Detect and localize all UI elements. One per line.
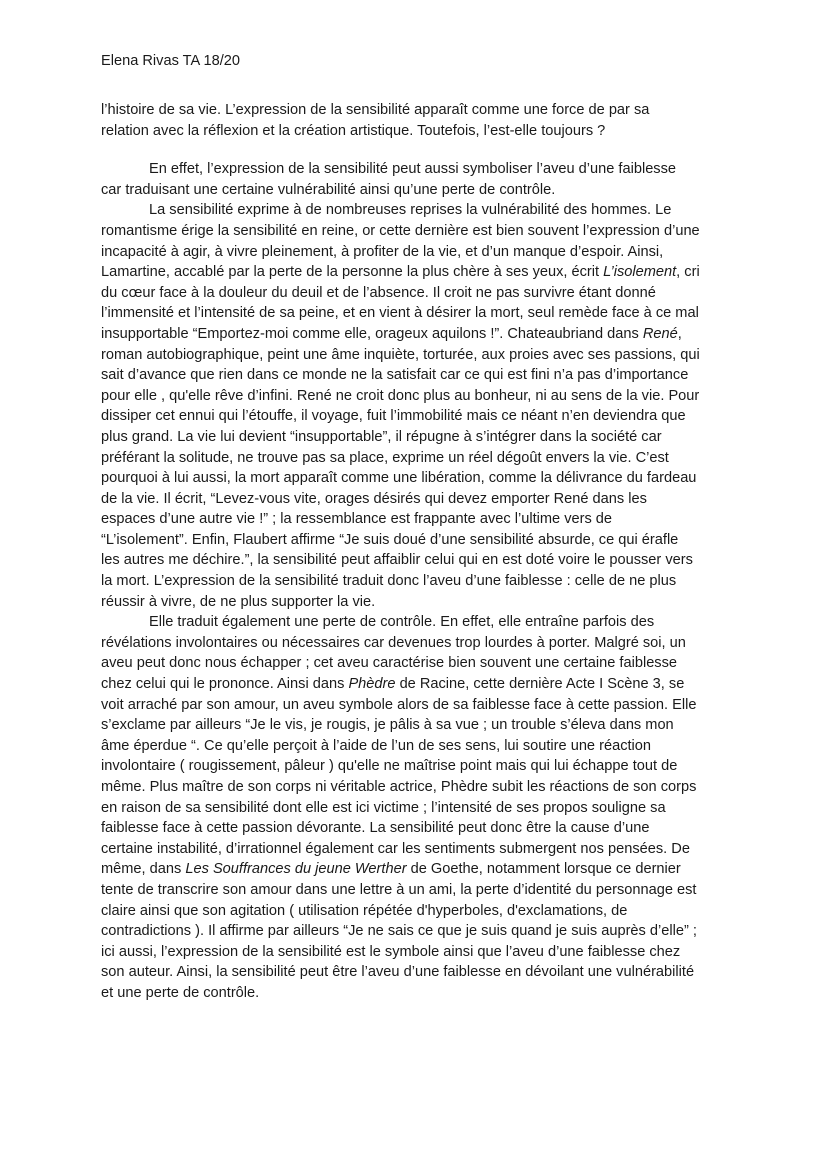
paragraph-2-line: contradictions ). Il affirme par ailleurs “Je ne sais ce que je suis quand je suis auprès d’elle” ; — [101, 923, 697, 940]
intro-line: l’histoire de sa vie. L’expression de la sensibilité apparaît comme une force de par sa — [101, 102, 650, 118]
paragraph-1-line: romantisme érige la sensibilité en reine, or cette dernière est bien souvent l’expression d’une — [101, 222, 700, 239]
line-text: , — [677, 325, 682, 342]
paragraph-2-line: même. Plus maître de son corps ni véritable actrice, Phèdre subit les réactions de son corps — [101, 779, 697, 795]
line-text: , cri — [676, 264, 700, 281]
paragraph-2-line: voit arraché par son amour, un aveu symbole alors de sa faiblesse face à cette passion. Elle — [101, 696, 697, 713]
paragraph-2-line: et une perte de contrôle. — [101, 984, 260, 1001]
paragraph-1-line: pour elle , qu'elle rêve d’infini. René ne croit donc plus au bonheur, ni au sens de la vie. Pour — [101, 387, 700, 404]
paragraph-2-line: aveu peut donc nous échapper ; cet aveu caractérise bien souvent une certaine faiblesse — [101, 655, 678, 672]
paragraph-1-line: “L’isolement”. Enfin, Flaubert affirme “Je suis doué d’une sensibilité absurde, ce qui érafle — [101, 531, 679, 548]
author-grade-header: Elena Rivas TA 18/20 — [101, 53, 240, 69]
paragraph-2-line: révélations involontaires ou nécessaires car devenues trop lourdes à porter. Malgré soi, un — [101, 634, 686, 651]
line-text: chez celui qui le prononce. Ainsi dans — [101, 676, 345, 693]
line-text: de Racine, cette dernière Acte I Scène 3, se — [395, 676, 685, 693]
paragraph-1-line: dissiper cet ennui qui l’étouffe, il voyage, fuit l’immobilité mais ce néant n’en deviendra que — [101, 408, 686, 425]
work-title-l-isolement: L’isolement — [603, 264, 677, 281]
paragraph-1-line: de la vie. Il écrit, “Levez-vous vite, orages désirés qui devez emporter René dans les — [101, 490, 647, 507]
paragraph-1-line: réussir à vivre, de ne plus supporter la vie. — [101, 593, 376, 610]
paragraph-2-line — [101, 674, 731, 695]
paragraph-1-line: plus grand. La vie lui devient “insupportable”, il répugne à s’intégrer dans la société car — [101, 428, 662, 445]
paragraph-1-line — [101, 324, 731, 345]
line-text: même, dans — [101, 861, 186, 878]
paragraph-2-line: claire ainsi que son agitation ( utilisation répétée d'hyperboles, d'exclamations, de — [101, 902, 628, 919]
paragraph-2-line: involontaire ( rougissement, pâleur ) qu'elle ne maîtrise point mais qui lui échappe tout de — [101, 758, 678, 775]
paragraph-1-line: pourquoi à lui aussi, la mort apparaît comme une libération, comme la délivrance du fardeau — [101, 470, 697, 487]
paragraph-1-line: espaces d’une autre vie !” ; la ressemblance est frappante avec l’ultime vers de — [101, 511, 613, 528]
paragraph-2-line: certaine instabilité, d’irrationnel également car les sentiments submergent nos pensées. De — [101, 840, 690, 857]
paragraph-2-line: en raison de sa sensibilité dont elle est ici victime ; l’intensité de ses propos souligne sa — [101, 799, 666, 816]
part-intro-line: car traduisant une certaine vulnérabilité ainsi qu’une perte de contrôle. — [101, 181, 556, 198]
paragraph-1-line: la mort. L’expression de la sensibilité traduit donc l’aveu d’une faiblesse : celle de ne plus — [101, 573, 677, 590]
line-text: Lamartine, accablé par la perte de la personne la plus chère à ses yeux, écrit — [101, 264, 604, 281]
paragraph-2-line: âme éperdue “. Ce qu’elle perçoit à l’aide de l’un de ses sens, lui soutire une réaction — [101, 737, 652, 754]
essay-body — [101, 100, 731, 1004]
paragraph-gap — [101, 141, 731, 159]
paragraph-1-line: sait d’avance que rien dans ce monde ne la satisfait car ce qui est fini n’a pas d’importance — [101, 367, 689, 384]
paragraph-1-line: La sensibilité exprime à de nombreuses reprises la vulnérabilité des hommes. Le — [149, 202, 672, 219]
paragraph-2-line: tente de transcrire son amour dans une lettre à un ami, la perte d’identité du personnage est — [101, 881, 697, 898]
intro-line: relation avec la réflexion et la création artistique. Toutefois, l’est-elle toujours ? — [101, 122, 606, 139]
paragraph-1-line: incapacité à agir, à vivre pleinement, à profiter de la vie, et d’un manque d’espoir. Ainsi, — [101, 243, 664, 260]
paragraph-1-line: préférant la solitude, ne trouve pas sa place, exprime un réel dégoût envers la vie. C’est — [101, 449, 669, 466]
paragraph-2-line: Elle traduit également une perte de contrôle. En effet, elle entraîne parfois des — [149, 614, 655, 631]
work-title-rene: René — [642, 325, 678, 342]
work-title-phedre: Phèdre — [348, 676, 396, 693]
line-text: de Goethe, notamment lorsque ce dernier — [406, 861, 681, 878]
paragraph-2-line — [101, 859, 731, 880]
paragraph-2-line: ici aussi, l’expression de la sensibilité est le symbole ainsi que l’aveu d’une faiblesse chez — [101, 943, 681, 960]
work-title-werther: Les Souffrances du jeune Werther — [185, 861, 407, 878]
paragraph-1-line: les autres me déchire.”, la sensibilité peut affaiblir celui qui en est doté voire le pousser vers — [101, 552, 693, 569]
paragraph-1-line — [101, 262, 731, 283]
paragraph-2-line: faiblesse face à cette passion dévorante. La sensibilité peut donc être la cause d’une — [101, 820, 650, 837]
paragraph-2-line: s’exclame par ailleurs “Je le vis, je rougis, je pâlis à sa vue ; un trouble s’éleva dans mon — [101, 717, 674, 734]
paragraph-1-line: du cœur face à la douleur du deuil et de l’absence. Il croit ne pas survivre étant donné — [101, 284, 656, 301]
part-intro-line: En effet, l’expression de la sensibilité peut aussi symboliser l’aveu d’une faiblesse — [149, 161, 677, 178]
paragraph-1-line: l’immensité et l’intensité de sa peine, et en vient à désirer la mort, seul remède face à ce mal — [101, 305, 699, 322]
paragraph-1-line: roman autobiographique, peint une âme inquiète, torturée, aux proies avec ses passions, qui — [101, 346, 700, 363]
line-text: insupportable “Emportez-moi comme elle, orageux aquilons !”. Chateaubriand dans — [101, 325, 643, 342]
paragraph-2-line: son auteur. Ainsi, la sensibilité peut être l’aveu d’une faiblesse en dévoilant une vulnérabilité — [101, 964, 695, 981]
